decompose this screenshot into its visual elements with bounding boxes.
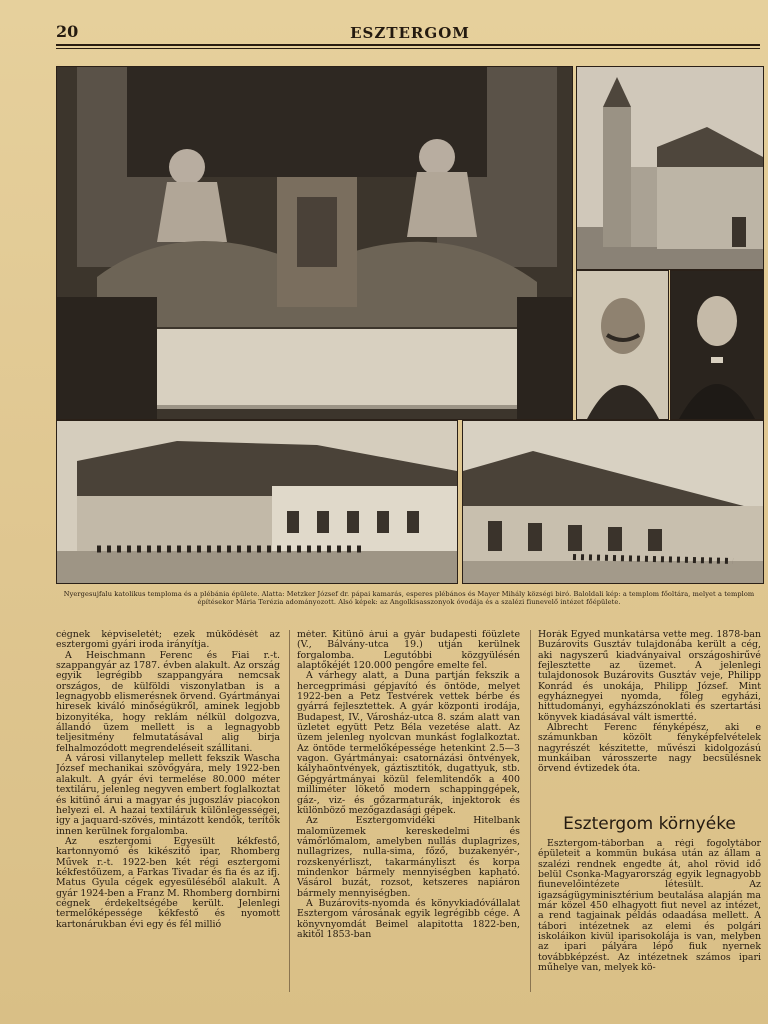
church-photo bbox=[576, 66, 764, 270]
kindergarten-photo bbox=[56, 420, 458, 584]
article-column-2 bbox=[297, 630, 520, 992]
section-body bbox=[538, 839, 761, 994]
photo-caption: Nyergesujfalu katolikus temploma és a plébánia épülete. Alatta: Metzker József dr. pápai kamarás, esperes plébános és Mayer Mihály községi biró. Baloldali kép: a templom főoltára, melyet a templom építésekor Mária Terézia adományozott. Alsó képek: az Angolkisasszonyok óvodája és a szalézi fiunevelő intézet főépülete. bbox=[63, 590, 755, 606]
running-head: ESZTERGOM bbox=[350, 24, 470, 42]
header-rule bbox=[56, 44, 760, 49]
paragraph: A városi villanytelep mellett fekszik Wascha József mechanikai szövőgyára, mely 1922-ben alakult. A gyár évi termelése 80.000 méter textiláru, jelenleg negyven embert foglalkoztat és kitünő árui a magyar és jugoszláv piacokon helyezi el. A hazai textiláruk különlegességei, igy a jaquard-szövés, mintázott kendők, terítők innen kerülnek forgalomba. bbox=[56, 753, 280, 837]
paragraph: Az Esztergomvidéki Hitelbank malomüzemek kereskedelmi és vámőrlőmalom, amelyben nullás duplagrizes, nullagrizes, nulla-sima, főző, buzakenyér-, rozskenyérliszt, takarmányliszt és korpa mindenkor bármely mennyiségben kapható. Vásárol buzát, rozsot, ketszeres napiáron bármely mennyiségben. bbox=[297, 815, 520, 899]
paragraph: Albrecht Ferenc fényképész, aki e számunkban közölt fényképfelvételek nagyrészét készitette, művészi kidolgozású munkáiban városszerte nagy becsülésnek örvend évtizedek óta. bbox=[538, 722, 761, 775]
page-number: 20 bbox=[56, 22, 79, 41]
paragraph: A Buzárovits-nyomda és könyvkiadóvállalat Esztergom városának egyik legrégibb cége. A könyvnyomdát Beimel alapitotta 1822-ben, akitől 1853-ban bbox=[297, 897, 520, 940]
altar-photo bbox=[56, 66, 573, 420]
paragraph: cégnek képviseletét; ezek működését az esztergomi gyári iroda irányítja. bbox=[56, 630, 280, 651]
paragraph: Esztergom-táborban a régi fogolytábor épületeit a kommün bukása után az állam a szalézi rendnek engedte át, ahol rövid idő belül Csonka-Magyarország egyik legnagyobb fiunevelőintézete létesült. Az igazságügyminisztérium beutalása alapján ma már közel 450 elhagyott fiut nevel az intézet, a rend tagjainak példás odaadása mellett. A tábori intézetnek az elemi és polgári iskoláikon kivül iparisokolája is van, melyben az ipari pályára lépő fiuk nyernek továbbképzést. Az intézetnek számos ipari műhelye van, melyek kö- bbox=[538, 839, 761, 974]
paragraph: A várhegy alatt, a Duna partján fekszik a hercegprimási gépjavító és öntöde, melyet 1922-ben a Petz Testvérek vettek bérbe és gyárrá fejlesztettek. A gyár központi irodája, Budapest, IV., Városház-utca 8. szám alatt van üzletet együtt Petz Béla vezetése alatt. Az üzem jelenleg nyolcvan munkást foglalkoztat. Az öntöde termelőképessége hetenkint 2.5—3 vagon. Gyártmányai: csatornázási öntvények, kályhaöntvények, gáztisztitók, dugattyuk, stb. Gépgyártmányai közül felemlitendők a 400 milliméter lökető modern schappinggépek, gáz-, viz- és gőzarmaturák, injektorok és különböző mezőgazdasági gépek. bbox=[297, 670, 520, 816]
column-rule bbox=[289, 630, 290, 992]
column-rule bbox=[530, 630, 531, 992]
paragraph: Horák Egyed munkatársa vette meg. 1878-ban Buzárovits Gusztáv tulajdonába került a cég, aki nagyszerű kiadványaival országoshirűvé fejlesztette az üzemet. A jelenlegi tulajdonosok Buzárovits Gusztáv veje, Philipp Konrád és unokája, Philipp József. Mint egyháznegyei nyomda, főleg egyházi, hittudományi, egyházszónoklati és szertartási könyvek kiadásával vált ismertté. bbox=[538, 630, 761, 723]
salesian-institute-photo bbox=[462, 420, 764, 584]
portrait-priest-photo bbox=[670, 270, 764, 420]
paragraph: méter. Kitünő árui a gyár budapesti főüzlete (V., Bálvány-utca 19.) utján kerülnek forgalomba. Legutóbbi közgyülésén alaptőkéjét 120.000 pengőre emelte fel. bbox=[297, 630, 520, 672]
article-column-3 bbox=[538, 630, 761, 810]
paragraph: Az esztergomi Egyesült kékfestő, kartonnyomó és kikészitő ipar, Rhomberg Művek r.-t. 1922-ben két régi esztergomi kékfestőüzem, a Farkas Tivadar és fia és az ifj. Matus Gyula cégek egyesüléséből alakult. A gyár 1924-ben a Franz M. Rhomberg dornbirni cégnek érdekeltségébe került. Jelenlegi termelőképessége kékfestő és nyomott kartonárukban évi egy és fél millió bbox=[56, 835, 280, 930]
portrait-mayor-photo bbox=[576, 270, 669, 420]
section-heading: Esztergom környéke bbox=[563, 814, 736, 834]
article-column-1 bbox=[56, 630, 280, 992]
paragraph: A Heischmann Ferenc és Fiai r.-t. szappangyár az 1787. évben alakult. Az ország egyik legrégibb szappangyára nemcsak országos, de külföldi viszonylatban is a legnagyobb elismerésnek örvend. Gyártmányai hiresek kiváló minőségükről, aminek legjobb bizonyitéka, hogy reklám nélkül dolgozva, állandó üzem mellett is a legnagyobb teljesitmény felmutatásával alig birja felhalmozódott megrendeléseit szállitani. bbox=[56, 649, 280, 754]
